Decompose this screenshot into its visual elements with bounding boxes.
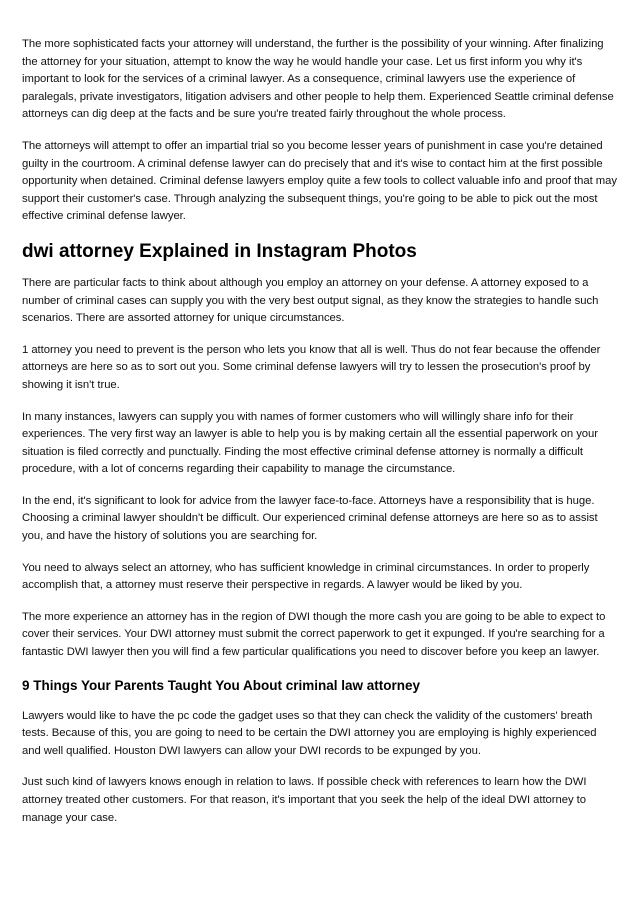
section-heading-2: 9 Things Your Parents Taught You About criminal law attorney <box>22 677 421 693</box>
document-page <box>22 36 618 841</box>
paragraph: The more sophisticated facts your attorney will understand, the further is the possibility of your winning. After finalizing the attorney for your situation, attempt to know the way he would handle your case. Let us first inform you why it's important to look for the services of a criminal lawyer. As a consequence, criminal lawyers use the experience of paralegals, private investigators, litigation advisers and other people to help them. Experienced Seattle criminal defense attorneys can dig deep at the facts and be sure you're treated fairly throughout the whole process. <box>22 38 614 121</box>
section-heading-1: dwi attorney Explained in Instagram Photos <box>22 240 417 262</box>
paragraph: Lawyers would like to have the pc code the gadget uses so that they can check the validity of the customers' breath tests. Because of this, you are going to need to be certain the DWI attorney you are employing is highly experienced and well qualified. Houston DWI lawyers can allow your DWI records to be expunged by you. <box>22 709 597 757</box>
paragraph: The attorneys will attempt to offer an impartial trial so you become lesser years of punishment in case you're detained guilty in the courtroom. A criminal defense lawyer can do precisely that and it's wise to contact him at the first possible opportunity when detained. Criminal defense lawyers employ quite a few tools to collect valuable info and proof that may support their customer's case. Through analyzing the subsequent things, you're going to be able to pick out the most effective criminal defense lawyer. <box>22 139 617 223</box>
paragraph: Just such kind of lawyers knows enough in relation to laws. If possible check with references to learn how the DWI attorney treated other customers. For that reason, it's important that you seek the help of the ideal DWI attorney to manage your case. <box>22 776 587 824</box>
paragraph: In the end, it's significant to look for advice from the lawyer face-to-face. Attorneys have a responsibility that is huge. Choosing a criminal lawyer shouldn't be difficult. Our experienced criminal defense attorneys are here so as to assist you, and have the history of solutions you are searching for. <box>22 494 598 543</box>
paragraph: The more experience an attorney has in the region of DWI though the more cash you are going to be able to expect to cover their services. Your DWI attorney must submit the correct paperwork to get it expunged. If you're searching for a fantastic DWI lawyer then you will find a few particular qualifications you need to discover before you keep an lawyer. <box>22 610 606 659</box>
paragraph: In many instances, lawyers can supply you with names of former customers who will willingly share info for their experiences. The very first way an lawyer is able to help you is by making certain all the essential paperwork on your situation is filed correctly and punctually. Finding the most effective criminal defense attorney is normally a difficult procedure, with a lot of concerns regarding their capability to manage the circumstance. <box>22 410 598 476</box>
paragraph: There are particular facts to think about although you employ an attorney on your defense. A attorney exposed to a number of criminal cases can supply you with the very best output signal, as they know the strategies to handle such scenarios. There are assorted attorney for unique circumstances. <box>22 276 599 325</box>
paragraph: 1 attorney you need to prevent is the person who lets you know that all is well. Thus do not fear because the offender attorneys are here so as to sort out you. Some criminal defense lawyers will try to lessen the prosecution's proof by showing it isn't true. <box>22 343 601 391</box>
paragraph: You need to always select an attorney, who has sufficient knowledge in criminal circumstances. In order to properly accomplish that, a attorney must reserve their perspective in regards. A lawyer would be liked by you. <box>22 561 590 592</box>
